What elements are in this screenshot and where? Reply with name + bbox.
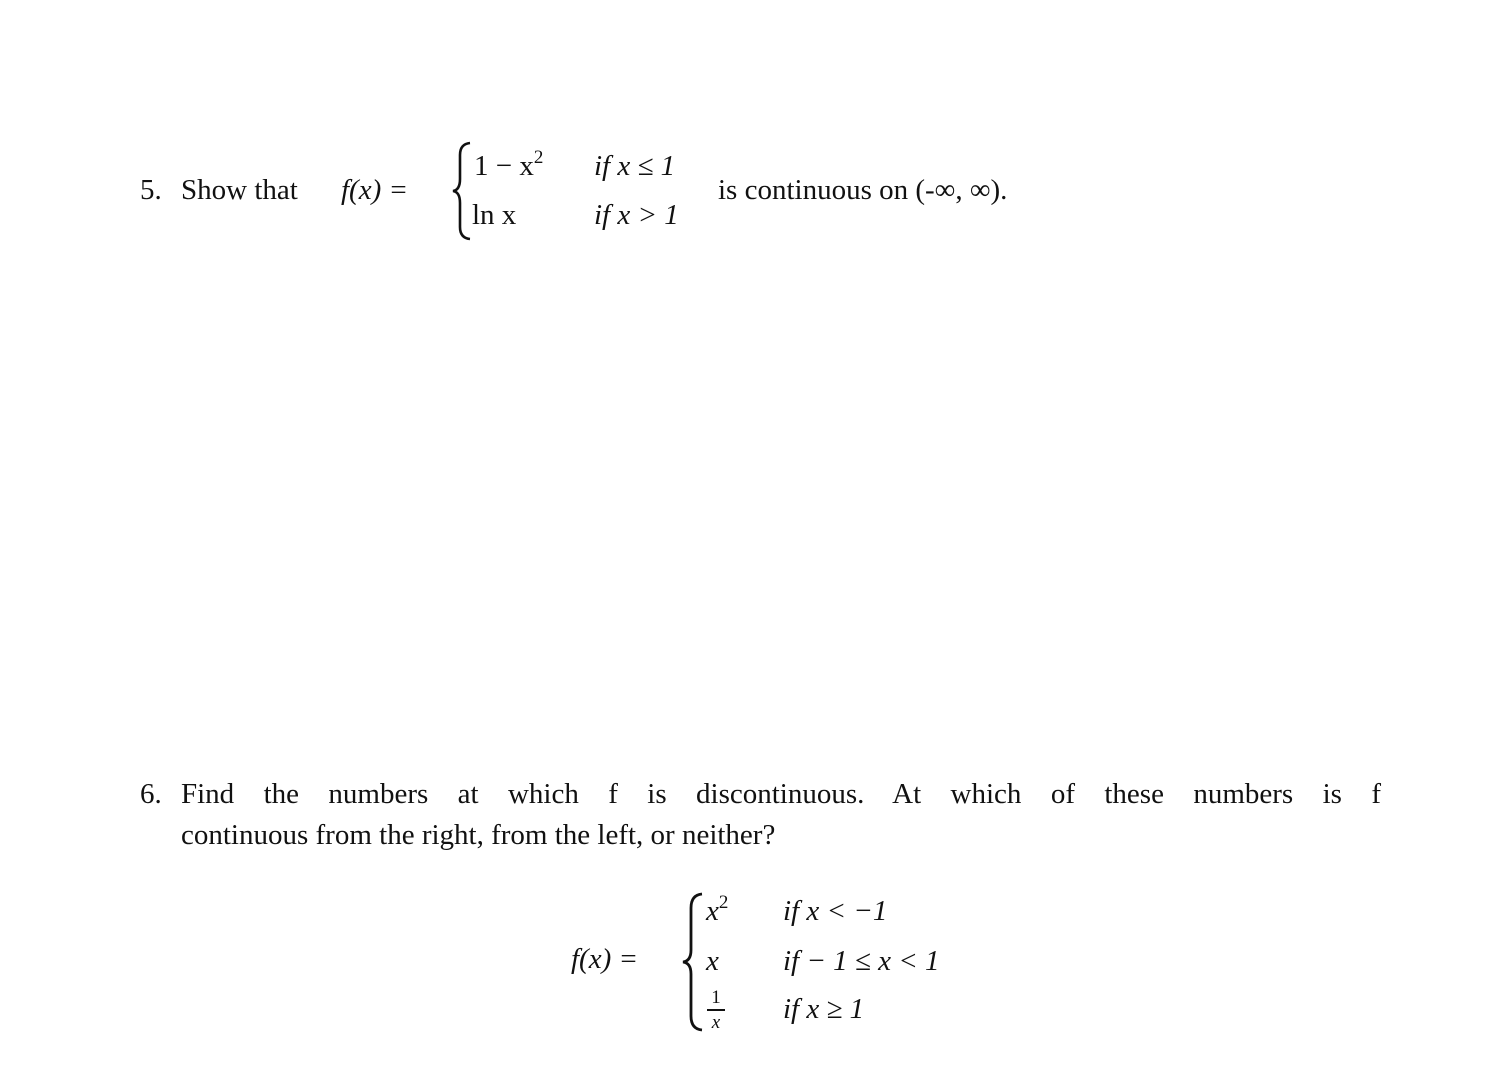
fraction-denominator: x bbox=[711, 1011, 721, 1033]
problem-5-left-brace bbox=[452, 141, 472, 241]
problem-5-func-lhs: f(x) = bbox=[341, 174, 409, 206]
problem-6-func-lhs: f(x) = bbox=[571, 943, 639, 975]
problem-6-line-1: Find the numbers at which f is discontinuous. At which of these numbers is f bbox=[181, 778, 1381, 810]
problem-5-case-1-expr: $1 - x^2$ bbox=[474, 147, 544, 182]
problem-6-case-1-expr: $x^2$ bbox=[706, 892, 729, 927]
problem-6-line-2: continuous from the right, from the left, or neither? bbox=[181, 819, 776, 851]
problem-6-case-1-cond: if x < −1 bbox=[783, 895, 888, 927]
problem-6-case-2-cond: if − 1 ≤ x < 1 bbox=[783, 945, 940, 977]
problem-5-case-2-expr: ln x bbox=[472, 199, 517, 231]
problem-5-case-2-cond: if x > 1 bbox=[594, 199, 679, 231]
problem-5-tail: is continuous on (-∞, ∞). bbox=[718, 174, 1008, 206]
problem-6-case-3-cond: if x ≥ 1 bbox=[783, 993, 865, 1025]
problem-6-left-brace bbox=[682, 892, 704, 1032]
problem-5-lead: Show that bbox=[181, 174, 298, 206]
fraction-numerator: 1 bbox=[711, 987, 721, 1008]
problem-6-case-2-expr: x bbox=[706, 945, 719, 977]
problem-5-number: 5. bbox=[140, 174, 162, 206]
problem-5-case-1-cond: if x ≤ 1 bbox=[594, 150, 676, 182]
fraction-bar bbox=[707, 1009, 725, 1011]
problem-6-case-3-fraction bbox=[707, 988, 725, 1032]
problem-6-number: 6. bbox=[140, 778, 162, 810]
